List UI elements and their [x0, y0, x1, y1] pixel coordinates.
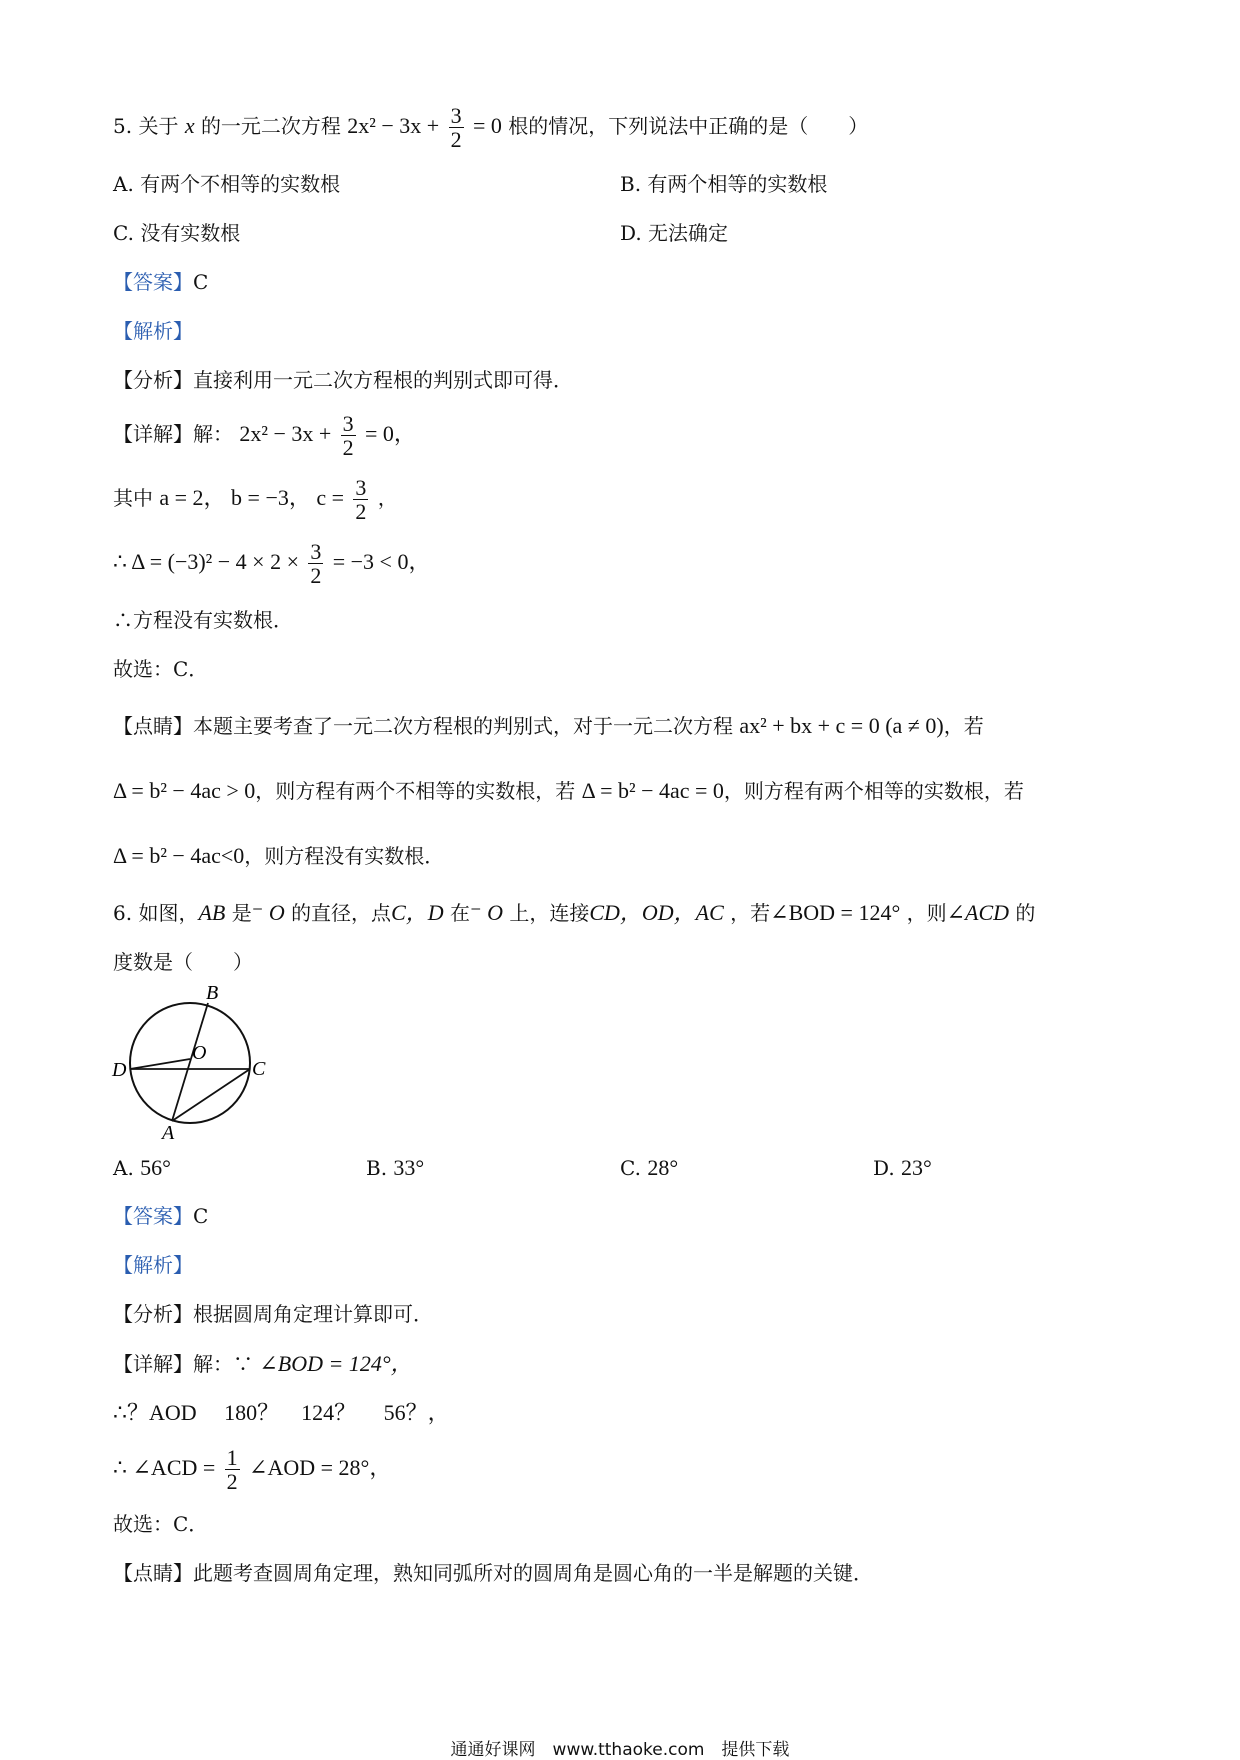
label-o: O — [192, 1042, 207, 1064]
q6-garbled-step: ∴？AOD 180？ 124？ 56？， — [113, 1400, 450, 1425]
q5-xiangjie: 【详解】解： 2x² − 3x + $\frac{3}{2}$ = 0， — [113, 411, 416, 461]
q6-option-a[interactable]: A. 56° — [113, 1155, 171, 1180]
segment-ac — [172, 1069, 250, 1121]
q5-answer: 【答案】C — [113, 270, 209, 294]
q5-fenxi: 【分析】直接利用一元二次方程根的判别式即可得． — [113, 368, 573, 392]
q5-delta: ∴ Δ = (−3)² − 4 × 2 × $\frac{3}{2}$ = −3 < 0， — [113, 539, 431, 589]
q6-number: 6. — [113, 901, 133, 925]
q6-acd-step: ∴ ∠ACD = $\frac{1}{2}$ ∠AOD = 28°， — [113, 1445, 392, 1495]
q6-fenxi: 【分析】根据圆周角定理计算即可． — [113, 1302, 433, 1326]
q6-choose: 故选：C． — [113, 1512, 209, 1536]
footer-source: 通通好课网 www.tthaoke.com 提供下载 — [450, 1740, 790, 1760]
q5-dianjing-3: Δ = b² − 4ac<0，则方程没有实数根． — [113, 843, 445, 868]
circle-figure — [108, 985, 278, 1145]
q5-dianjing-2: Δ = b² − 4ac > 0，则方程有两个不相等的实数根，若 Δ = b² − 4ac = 0，则方程有两个相等的实数根，若 — [113, 778, 1024, 803]
segment-od — [130, 1059, 190, 1069]
q6-stem-line1: 6. 如图，AB 是⁻ O 的直径，点C，D 在⁻ O 上，连接CD，OD，AC ，若∠BOD = 124° ，则∠ACD 的 — [113, 900, 1036, 925]
q5-conclusion: ∴方程没有实数根． — [113, 608, 293, 632]
label-d: D — [112, 1059, 127, 1081]
q6-option-b[interactable]: B. 33° — [366, 1155, 425, 1180]
fraction: $\frac{3}{2}$ — [450, 103, 462, 153]
q6-xiangjie: 【详解】解：∵ ∠BOD = 124°， — [113, 1351, 413, 1376]
q5-option-b[interactable]: B. 有两个相等的实数根 — [620, 172, 828, 196]
label-c: C — [252, 1058, 266, 1080]
q5-option-c[interactable]: C. 没有实数根 — [113, 221, 241, 245]
q5-coefficients: 其中 a = 2， b = −3， c = $\frac{3}{2}$ ， — [113, 475, 398, 525]
q6-option-d[interactable]: D. 23° — [873, 1155, 932, 1180]
q6-jiexi-tag: 【解析】 — [113, 1253, 193, 1277]
q6-answer: 【答案】C — [113, 1204, 209, 1228]
q5-option-a[interactable]: A. 有两个不相等的实数根 — [113, 172, 341, 196]
label-a: A — [162, 1122, 175, 1144]
q5-number: 5. — [113, 114, 133, 139]
q6-option-c[interactable]: C. 28° — [620, 1155, 679, 1180]
q6-dianjing: 【点睛】此题考查圆周角定理，熟知同弧所对的圆周角是圆心角的一半是解题的关键． — [113, 1561, 873, 1585]
q6-stem-line2: 度数是（ ） — [113, 950, 253, 974]
q5-stem: 5. 关于 x 的一元二次方程 2x² − 3x + $\frac{3}{2}$ = 0 根的情况，下列说法中正确的是（ ） — [113, 103, 869, 153]
label-b: B — [206, 985, 219, 1004]
q5-dianjing-1: 【点睛】本题主要考查了一元二次方程根的判别式，对于一元二次方程 ax² + bx + c = 0 (a ≠ 0)，若 — [113, 713, 984, 738]
q5-jiexi-tag: 【解析】 — [113, 319, 193, 343]
q5-option-d[interactable]: D. 无法确定 — [620, 221, 729, 245]
q5-choose: 故选：C． — [113, 657, 209, 681]
